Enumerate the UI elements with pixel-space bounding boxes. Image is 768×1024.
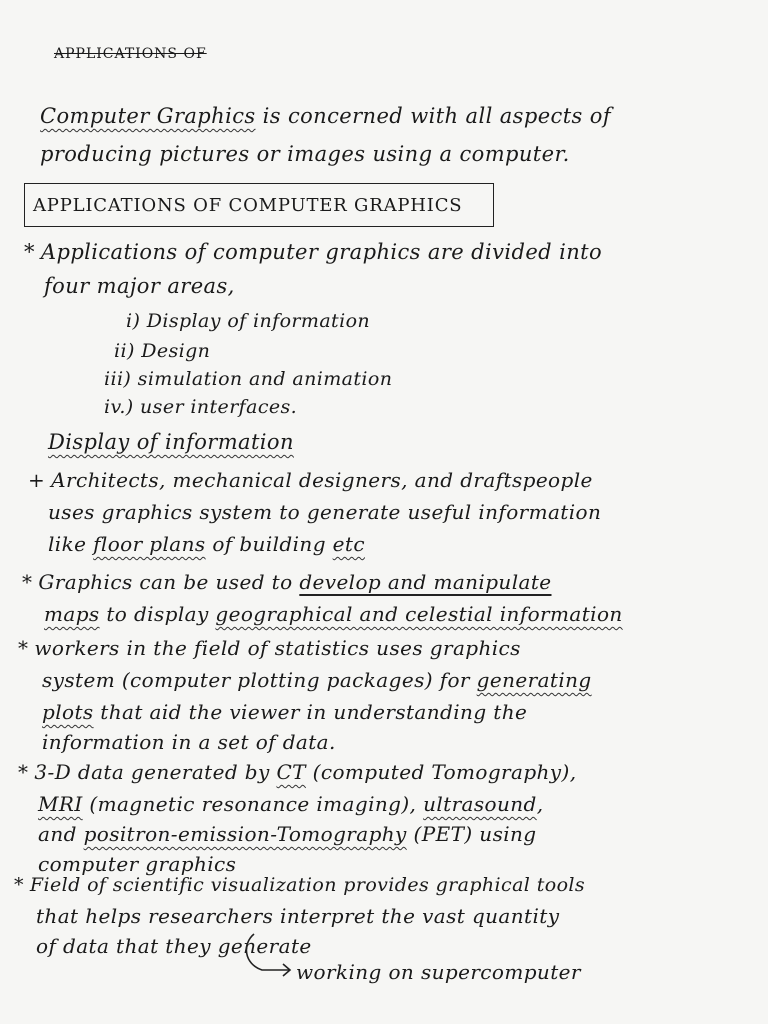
areas-intro-line-1: * Applications of computer graphics are divided into <box>24 240 603 264</box>
boxed-title: APPLICATIONS OF COMPUTER GRAPHICS <box>24 183 494 227</box>
areas-intro-line-2: four major areas, <box>44 274 235 298</box>
bullet-star: * <box>22 570 33 594</box>
bullet-plus: + <box>28 468 46 492</box>
bullet-star: * <box>18 760 29 784</box>
point3-line-2: system (computer plotting packages) for generating <box>42 668 592 692</box>
point3-line-4: information in a set of data. <box>42 730 336 754</box>
point4-line-3: and positron-emission-Tomography (PET) using <box>38 822 537 846</box>
bullet-star: * <box>24 240 35 264</box>
point5-line-3: of data that they generate <box>36 934 312 958</box>
section-heading: Display of information <box>48 430 294 454</box>
point1-line-3: like floor plans of building etc <box>48 532 365 556</box>
point4-line-1: * 3-D data generated by CT (computed Tomography), <box>18 760 577 784</box>
point5-line-1: * Field of scientific visualization provides graphical tools <box>14 874 586 896</box>
bullet-star: * <box>18 636 29 660</box>
bullet-star: * <box>14 874 24 896</box>
area-item-1: i) Display of information <box>126 310 371 332</box>
point1-line-1: + Architects, mechanical designers, and draftspeople <box>28 468 593 492</box>
point2-line-2: maps to display geographical and celestial information <box>44 602 623 626</box>
intro-line-2: producing pictures or images using a computer. <box>40 142 570 166</box>
point3-line-1: * workers in the field of statistics uses graphics <box>18 636 521 660</box>
point3-line-3: plots that aid the viewer in understanding the <box>42 700 528 724</box>
point4-line-2: MRI (magnetic resonance imaging), ultrasound, <box>38 792 544 816</box>
point5-line-4: working on supercomputer <box>296 960 581 984</box>
area-item-4: iv.) user interfaces. <box>104 396 298 418</box>
curved-arrow-icon <box>240 930 300 980</box>
intro-line-1: Computer Graphics is concerned with all aspects of <box>40 104 611 128</box>
term-computer-graphics: Computer Graphics <box>40 104 256 128</box>
area-item-3: iii) simulation and animation <box>104 368 393 390</box>
point4-line-4: computer graphics <box>38 852 237 876</box>
point2-line-1: * Graphics can be used to develop and manipulate <box>22 570 552 594</box>
struck-heading: APPLICATIONS OF <box>54 46 207 62</box>
point1-line-2: uses graphics system to generate useful information <box>48 500 602 524</box>
point5-line-2: that helps researchers interpret the vast quantity <box>36 904 560 928</box>
area-item-2: ii) Design <box>114 340 211 362</box>
